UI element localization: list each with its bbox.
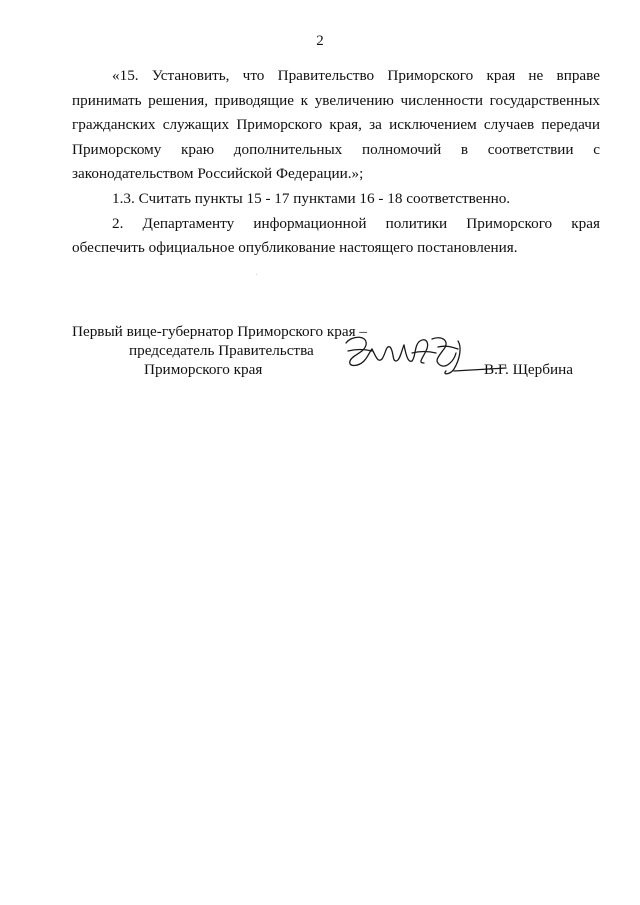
text-line: 1.3. Считать пункты 15 - 17 пунктами 16 - 18 соответственно. [112, 189, 511, 207]
text-line: обеспечить официальное опубликование настоящего постановления. [72, 239, 518, 257]
paragraph-point-2 [72, 212, 600, 261]
text-line: гражданских служащих Приморского края, за исключением случаев передачи [72, 116, 600, 134]
signatory-title-line-3: Приморского края [144, 361, 263, 378]
handwritten-signature [342, 331, 507, 376]
page-number: 2 [316, 33, 324, 49]
signatory-name: В.Г. Щербина [484, 361, 573, 378]
text-line: Приморскому краю дополнительных полномочий в соответствии с [72, 140, 600, 158]
text-line: «15. Установить, что Правительство Приморского края не вправе [112, 67, 600, 84]
signatory-title-line-1: Первый вице-губернатор Приморского края – [72, 323, 367, 340]
text-line: 2. Департаменту информационной политики Приморского края [112, 214, 600, 232]
text-line: принимать решения, приводящие к увеличению численности государственных [72, 91, 600, 109]
signature-block [72, 323, 612, 383]
signatory-title-line-2: председатель Правительства [129, 342, 314, 359]
document-body [72, 64, 600, 261]
scan-speck [256, 274, 257, 275]
text-line: законодательством Российской Федерации.»; [72, 165, 364, 183]
paragraph-point-15 [72, 64, 600, 187]
paragraph-point-1-3 [72, 187, 600, 212]
